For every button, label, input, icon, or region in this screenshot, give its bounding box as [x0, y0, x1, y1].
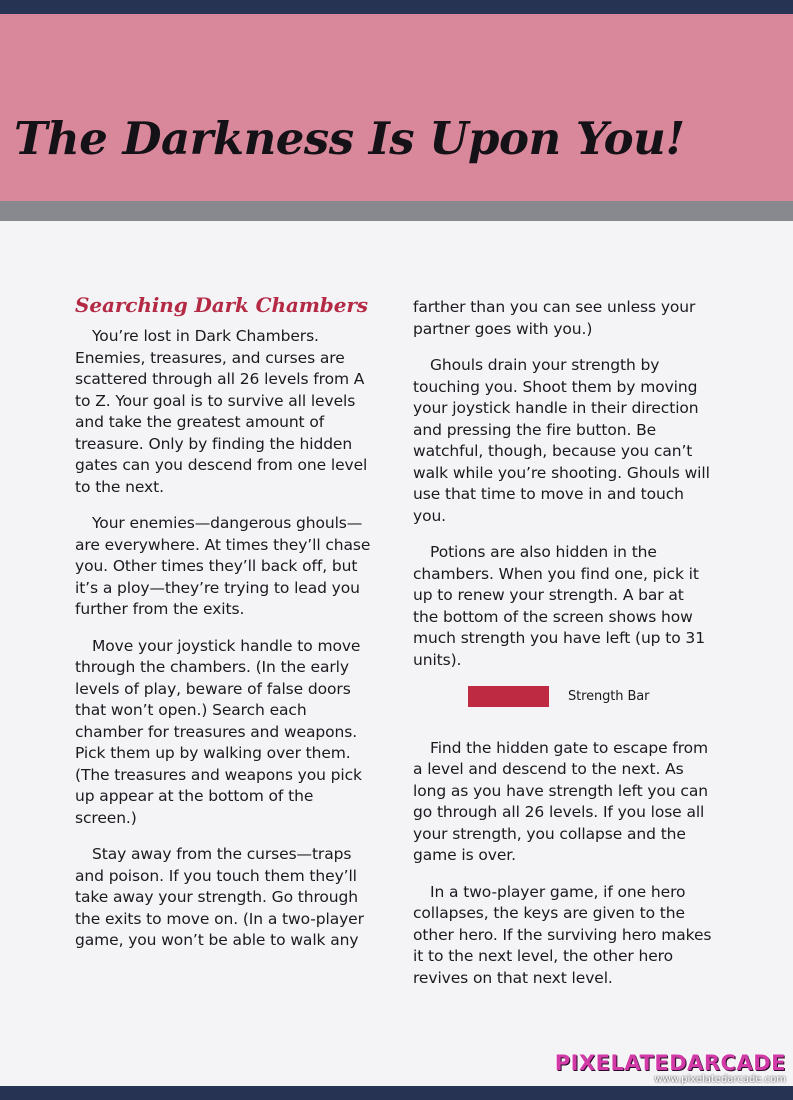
paragraph: Move your joystick handle to move through the chambers. (In the early levels of play, beware of false doors that won’t open.) Search each chamber for treasures and weapons. Pick them up by walking over them. (The treasures and weapons you pick up appear at the bottom of the screen.) [75, 636, 362, 827]
paragraph: Ghouls drain your strength by touching you. Shoot them by moving your joystick handle in their direction and pressing the fire button. Be watchful, though, because you can’t walk while you’re shooting. Ghouls will use that time to move in and touch you. [413, 356, 710, 525]
paragraph: You’re lost in Dark Chambers. Enemies, treasures, and curses are scattered through all 26 levels from A to Z. Your goal is to survive all levels and take the greatest amount of treasure. Only by finding the hidden gates can you descend from one level to the next. [75, 327, 368, 496]
paragraph: In a two-player game, if one hero collapses, the keys are given to the other hero. If the surviving hero makes it to the next level, the other hero revives on that next level. [413, 882, 712, 987]
top-border [0, 0, 793, 14]
title-band [0, 14, 793, 201]
strength-bar-label: Strength Bar [568, 689, 650, 704]
watermark-brand: PIXELATEDARCADE [554, 1051, 786, 1075]
paragraph: Your enemies—dangerous ghouls—are everywhere. At times they’ll chase you. Other times they’ll back off, but it’s a ploy—they’re trying to lead you further from the exits. [75, 514, 371, 618]
watermark [555, 1052, 786, 1086]
paragraph: Find the hidden gate to escape from a level and descend to the next. As long as you have strength left you can go through all 26 levels. If you lose all your strength, you collapse and the game is over. [413, 738, 709, 864]
section-heading: Searching Dark Chambers [75, 293, 368, 317]
right-column [413, 297, 713, 1004]
left-column [75, 293, 375, 967]
title-underline-band [0, 201, 793, 221]
page-title: The Darkness Is Upon You! [14, 112, 685, 165]
paragraph-continuation: farther than you can see unless your partner goes with you.) [413, 298, 696, 338]
strength-bar-figure [468, 686, 713, 708]
watermark-url: www.pixelatedarcade.com [654, 1074, 786, 1085]
bottom-border [0, 1086, 793, 1100]
paragraph: Potions are also hidden in the chambers. When you find one, pick it up to renew your strength. A bar at the bottom of the screen shows how much strength you have left (up to 31 units). [413, 543, 705, 669]
strength-bar-swatch [468, 686, 549, 707]
paragraph: Stay away from the curses—traps and poison. If you touch them they’ll take away your strength. Go through the exits to move on. (In a two-player game, you won’t be able to walk any [75, 845, 364, 949]
